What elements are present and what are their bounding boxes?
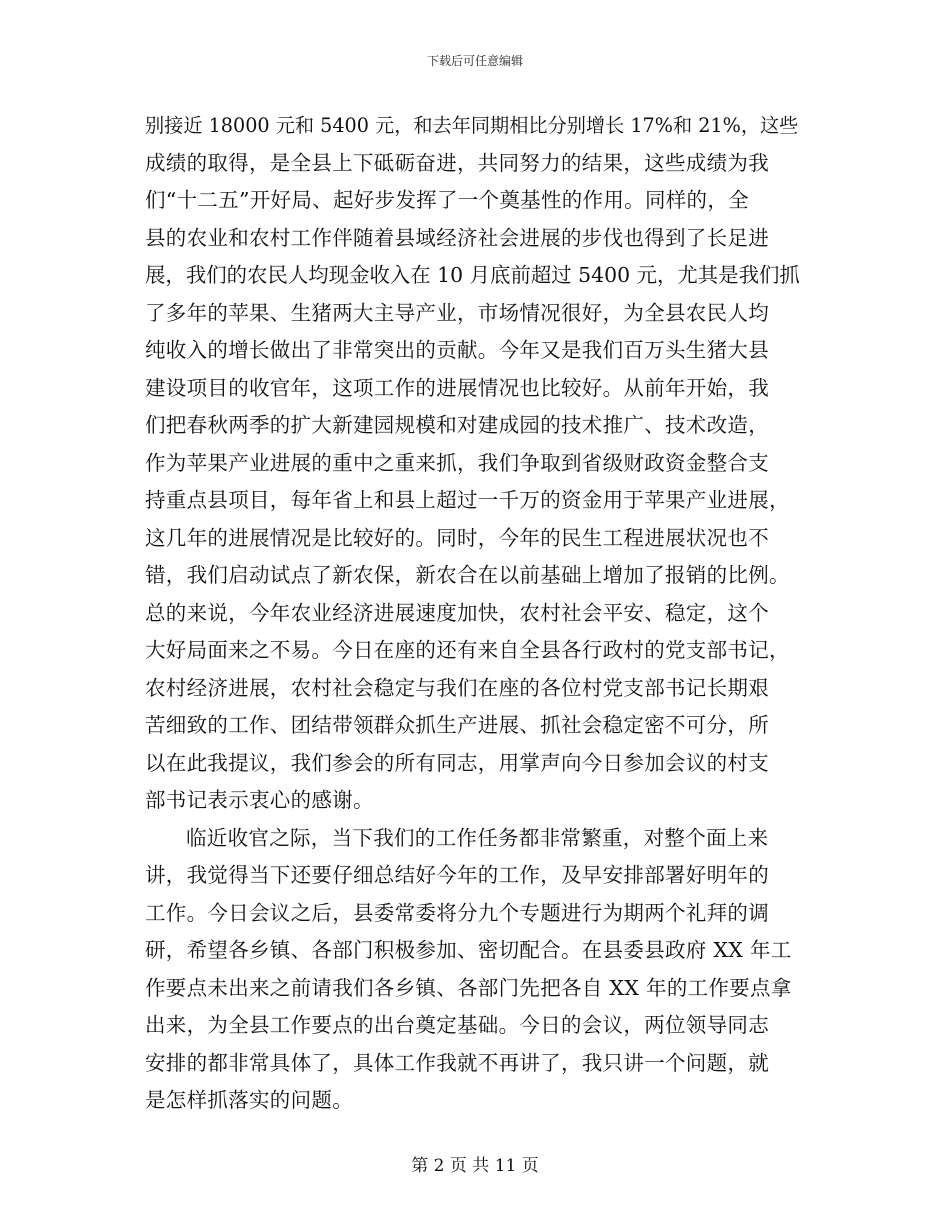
text-line: 大好局面来之不易。今日在座的还有来自全县各行政村的党支部书记， <box>145 638 790 662</box>
text-line: 纯收入的增长做出了非常突出的贡献。今年又是我们百万头生猪大县 <box>145 338 769 362</box>
text-line: 临近收官之际，当下我们的工作任务都非常繁重，对整个面上来 <box>186 825 769 850</box>
text-line: 总的来说，今年农业经济进展速度加快，农村社会平安、稳定，这个 <box>145 600 769 625</box>
text-line: 工作。今日会议之后，县委常委将分九个专题进行为期两个礼拜的调 <box>145 900 769 925</box>
text-line: 作要点未出来之前请我们各乡镇、各部门先把各自 XX 年的工作要点拿 <box>145 975 792 1000</box>
text-line: 展，我们的农民人均现金收入在 10 月底前超过 5400 元，尤其是我们抓 <box>145 263 800 287</box>
page-header: 下载后可任意编辑 <box>426 54 523 68</box>
text-line: 是怎样抓落实的问题。 <box>145 1088 353 1112</box>
text-line: 以在此我提议，我们参会的所有同志，用掌声向今日参加会议的村支 <box>145 750 769 775</box>
text-line: 们“十二五”开好局、起好步发挥了一个奠基性的作用。同样的，全 <box>145 188 749 212</box>
text-line: 们把春秋两季的扩大新建园规模和对建成园的技术推广、技术改造， <box>145 413 769 437</box>
text-line: 出来，为全县工作要点的出台奠定基础。今日的会议，两位领导同志 <box>145 1013 769 1037</box>
text-line: 建设项目的收官年，这项工作的进展情况也比较好。从前年开始，我 <box>145 375 769 400</box>
text-line: 讲，我觉得当下还要仔细总结好今年的工作，及早安排部署好明年的 <box>145 863 769 887</box>
text-line: 部书记表示衷心的感谢。 <box>145 788 374 812</box>
text-line: 作为苹果产业进展的重中之重来抓，我们争取到省级财政资金整合支 <box>145 450 769 475</box>
text-line: 这几年的进展情况是比较好的。同时，今年的民生工程进展状况也不 <box>145 525 769 550</box>
text-line: 别接近 18000 元和 5400 元，和去年同期相比分别增长 17%和 21%，这些 <box>145 114 799 137</box>
text-line: 了多年的苹果、生猪两大主导产业，市场情况很好，为全县农民人均 <box>145 300 769 325</box>
page-footer: 第 2 页 共 11 页 <box>411 1156 539 1176</box>
text-line: 持重点县项目，每年省上和县上超过一千万的资金用于苹果产业进展， <box>145 488 790 512</box>
text-line: 错，我们启动试点了新农保，新农合在以前基础上增加了报销的比例。 <box>145 563 790 587</box>
text-line: 成绩的取得，是全县上下砥砺奋进，共同努力的结果，这些成绩为我 <box>145 150 769 175</box>
text-line: 农村经济进展，农村社会稳定与我们在座的各位村党支部书记长期艰 <box>145 675 769 700</box>
document-body <box>145 107 811 1120</box>
text-line: 苦细致的工作、团结带领群众抓生产进展、抓社会稳定密不可分，所 <box>145 713 769 737</box>
text-line: 研，希望各乡镇、各部门积极参加、密切配合。在县委县政府 XX 年工 <box>145 938 792 962</box>
text-line: 安排的都非常具体了，具体工作我就不再讲了，我只讲一个问题，就 <box>145 1050 769 1075</box>
text-line: 县的农业和农村工作伴随着县域经济社会进展的步伐也得到了长足进 <box>145 225 769 250</box>
